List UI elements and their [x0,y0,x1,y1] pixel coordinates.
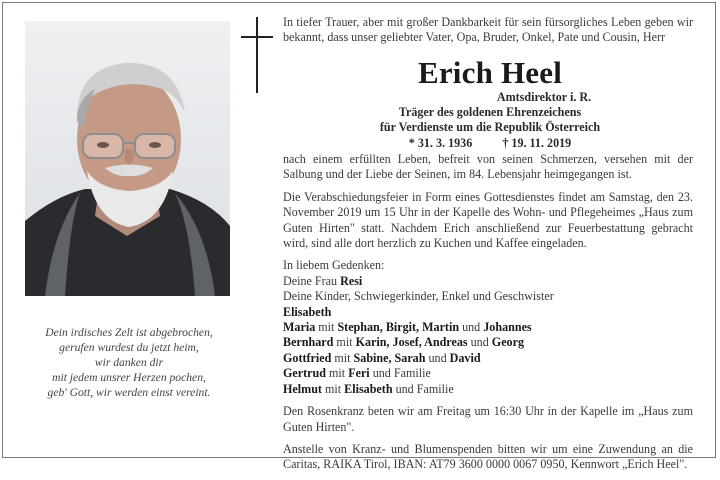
title-line: für Verdienste um die Republik Österreich [379,120,601,135]
ceremony-paragraph: Die Verabschiedungsfeier in Form eines Gottesdienstes findet am Samstag, den 23. November 2019 um 15 Uhr in der Kapelle des Wohn- und Pflegeheimes „Haus zum Guten Hirten" statt. Nachdem Erich anschließend zur Feuerbestattung gebracht wird, sind alle dort herzlich zu Kuchen und Kaffee eingeladen. [283,189,693,251]
honors-block [330,90,650,151]
notice-body [283,152,693,480]
mourners-heading: In liebem Gedenken: [283,258,385,273]
memorial-poem [14,325,244,400]
life-dates [330,136,650,151]
portrait-photo [25,21,230,296]
poem-line: wir danken dir [94,356,164,369]
mourner-line: Gottfried mit Sabine, Sarah und David [283,350,481,365]
mourner-line: Maria mit Stephan, Birgit, Martin und Johannes [283,320,532,335]
title-line: Amtsdirektor i. R. [496,90,592,104]
poem-line: gerufen wurdest du jetzt heim, [59,341,199,354]
mourner-line: Gertrud mit Feri und Familie [283,366,431,381]
rosary-paragraph: Den Rosenkranz beten wir am Freitag um 16:30 Uhr in der Kapelle im „Haus zum Guten Hirten". [283,404,693,434]
passing-paragraph: nach einem erfüllten Leben, befreit von seinen Schmerzen, versehen mit der Salbung und der Liebe der Seinen, im 84. Lebensjahr heimgegangen ist. [283,152,693,182]
birth-date: * 31. 3. 1936 [408,135,473,150]
mourner-line: Bernhard mit Karin, Josef, Andreas und Georg [283,335,525,350]
death-date: † 19. 11. 2019 [502,135,572,150]
mourner-wife: Deine Frau Resi [283,273,363,288]
deceased-name: Erich Heel [417,55,563,90]
intro-text: In tiefer Trauer, aber mit großer Dankbarkeit für sein fürsorgliches Leben geben wir bekannt, dass unser geliebter Vater, Opa, Bruder, Onkel, Pate und Cousin, Herr [283,15,693,45]
donation-paragraph: Anstelle von Kranz- und Blumenspenden bitten wir um eine Zuwendung an die Caritas, RAIKA Tirol, IBAN: AT79 3600 0000 0067 0950, Kennwort „Erich Heel". [283,441,693,472]
mourners-list [283,258,693,397]
poem-line: mit jedem unsrer Herzen pochen, [52,371,206,384]
mourner-line: Elisabeth [283,304,332,319]
mourner-line: Helmut mit Elisabeth und Familie [283,381,454,396]
poem-line: Dein irdisches Zelt ist abgebrochen, [45,326,213,339]
mourner-family: Deine Kinder, Schwiegerkinder, Enkel und Geschwister [283,289,554,304]
cross-icon [241,17,273,98]
title-line: Träger des goldenen Ehrenzeichens [398,105,582,120]
poem-line: geb' Gott, wir werden einst vereint. [47,386,211,399]
